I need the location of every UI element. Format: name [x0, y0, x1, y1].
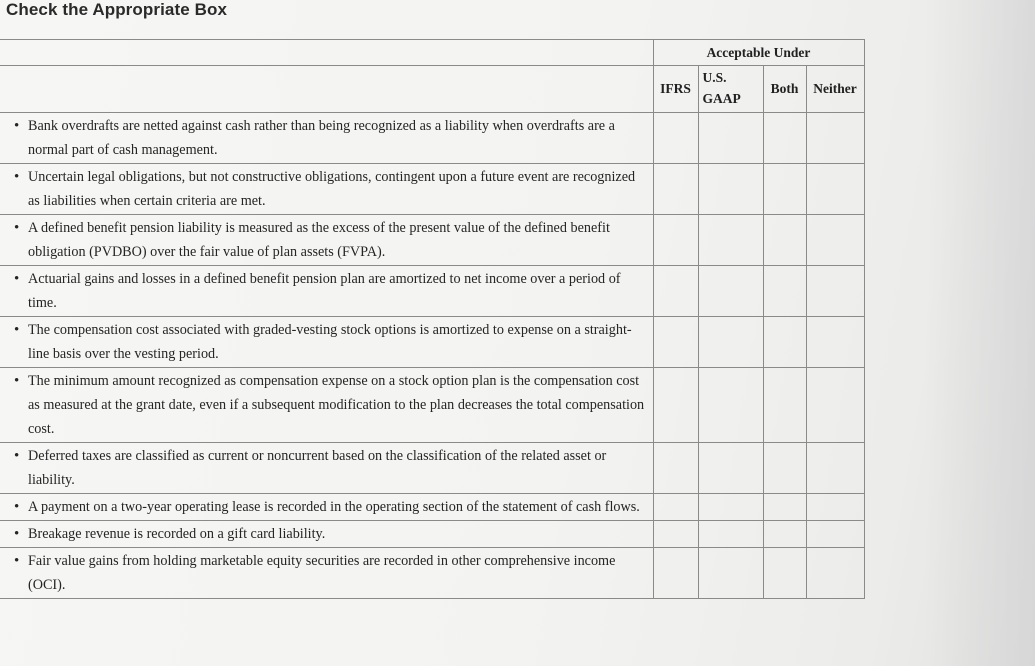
page-title: Check the Appropriate Box	[6, 0, 228, 19]
table-row	[0, 317, 864, 368]
statement-text: Deferred taxes are classified as current or noncurrent based on the classification of the related asset or liability.	[28, 448, 607, 488]
statement-cell	[0, 164, 653, 215]
checkbox-neither[interactable]	[806, 215, 864, 266]
checkbox-us-gaap[interactable]	[698, 215, 763, 266]
statement-cell	[0, 443, 653, 494]
header-gaap-label: GAAP	[702, 91, 741, 106]
table-row	[0, 443, 864, 494]
table-row	[0, 215, 864, 266]
statement-text: Bank overdrafts are netted against cash rather than being recognized as a liability when overdrafts are a normal part of cash management.	[28, 118, 615, 158]
checkbox-ifrs[interactable]	[653, 317, 698, 368]
header-neither: Neither	[806, 66, 864, 113]
checkbox-both[interactable]	[763, 494, 806, 521]
checkbox-us-gaap[interactable]	[698, 164, 763, 215]
statement-cell	[0, 368, 653, 443]
checkbox-neither[interactable]	[806, 266, 864, 317]
checkbox-neither[interactable]	[806, 164, 864, 215]
checkbox-us-gaap[interactable]	[698, 521, 763, 548]
checkbox-us-gaap[interactable]	[698, 494, 763, 521]
statement-cell	[0, 215, 653, 266]
checklist-table	[0, 39, 865, 599]
bullet-icon: •	[14, 169, 20, 185]
checkbox-ifrs[interactable]	[653, 548, 698, 599]
header-both: Both	[763, 66, 806, 113]
table-row	[0, 494, 864, 521]
bullet-icon: •	[14, 271, 20, 287]
checkbox-neither[interactable]	[806, 368, 864, 443]
checkbox-us-gaap[interactable]	[698, 317, 763, 368]
checkbox-neither[interactable]	[806, 548, 864, 599]
table-row	[0, 521, 864, 548]
checkbox-us-gaap[interactable]	[698, 548, 763, 599]
bullet-icon: •	[14, 526, 20, 542]
statement-cell	[0, 317, 653, 368]
checkbox-ifrs[interactable]	[653, 215, 698, 266]
checkbox-us-gaap[interactable]	[698, 113, 763, 164]
statement-cell	[0, 113, 653, 164]
checkbox-neither[interactable]	[806, 317, 864, 368]
checkbox-both[interactable]	[763, 113, 806, 164]
checkbox-both[interactable]	[763, 443, 806, 494]
bullet-icon: •	[14, 118, 20, 134]
header-us-gaap	[698, 66, 763, 113]
checkbox-us-gaap[interactable]	[698, 443, 763, 494]
bullet-icon: •	[14, 448, 20, 464]
checkbox-neither[interactable]	[806, 521, 864, 548]
checkbox-ifrs[interactable]	[653, 164, 698, 215]
statement-text: A payment on a two-year operating lease is recorded in the operating section of the statement of cash flows.	[28, 499, 640, 515]
statement-text: Fair value gains from holding marketable equity securities are recorded in other comprehensive income (OCI).	[28, 553, 616, 593]
checkbox-ifrs[interactable]	[653, 521, 698, 548]
checkbox-neither[interactable]	[806, 494, 864, 521]
statement-text: Uncertain legal obligations, but not constructive obligations, contingent upon a future event are recognized as liabilities when certain criteria are met.	[28, 169, 636, 209]
table-row	[0, 548, 864, 599]
statement-text: A defined benefit pension liability is measured as the excess of the present value of the defined benefit obligation (PVDBO) over the fair value of plan assets (FVPA).	[28, 220, 610, 260]
statement-text: The minimum amount recognized as compensation expense on a stock option plan is the compensation cost as measured at the grant date, even if a subsequent modification to the plan decreases the total compensation cost.	[28, 373, 645, 437]
checkbox-both[interactable]	[763, 548, 806, 599]
bullet-icon: •	[14, 373, 20, 389]
header-us-label: U.S.	[702, 70, 727, 86]
statement-text: Breakage revenue is recorded on a gift card liability.	[28, 526, 326, 542]
checkbox-ifrs[interactable]	[653, 266, 698, 317]
checkbox-both[interactable]	[763, 164, 806, 215]
statement-cell	[0, 494, 653, 521]
bullet-icon: •	[14, 499, 20, 515]
checkbox-us-gaap[interactable]	[698, 368, 763, 443]
statement-text: Actuarial gains and losses in a defined benefit pension plan are amortized to net income over a period of time.	[28, 271, 621, 311]
checkbox-both[interactable]	[763, 266, 806, 317]
checkbox-us-gaap[interactable]	[698, 266, 763, 317]
statement-text: The compensation cost associated with graded-vesting stock options is amortized to expense on a straight-line basis over the vesting period.	[28, 322, 632, 362]
header-blank-cell	[0, 40, 653, 66]
checkbox-neither[interactable]	[806, 113, 864, 164]
header-acceptable-under: Acceptable Under	[653, 40, 864, 66]
checkbox-both[interactable]	[763, 317, 806, 368]
checkbox-both[interactable]	[763, 521, 806, 548]
table-row	[0, 113, 864, 164]
checkbox-ifrs[interactable]	[653, 494, 698, 521]
checkbox-both[interactable]	[763, 215, 806, 266]
bullet-icon: •	[14, 553, 20, 569]
checkbox-neither[interactable]	[806, 443, 864, 494]
checkbox-both[interactable]	[763, 368, 806, 443]
table-row	[0, 266, 864, 317]
checkbox-ifrs[interactable]	[653, 113, 698, 164]
bullet-icon: •	[14, 220, 20, 236]
checkbox-ifrs[interactable]	[653, 368, 698, 443]
table-row	[0, 164, 864, 215]
header-blank-cell	[0, 66, 653, 113]
bullet-icon: •	[14, 322, 20, 338]
checkbox-ifrs[interactable]	[653, 443, 698, 494]
background-shade	[925, 0, 1035, 666]
statement-cell	[0, 266, 653, 317]
statement-cell	[0, 521, 653, 548]
statement-cell	[0, 548, 653, 599]
header-ifrs: IFRS	[653, 66, 698, 113]
table-row	[0, 368, 864, 443]
